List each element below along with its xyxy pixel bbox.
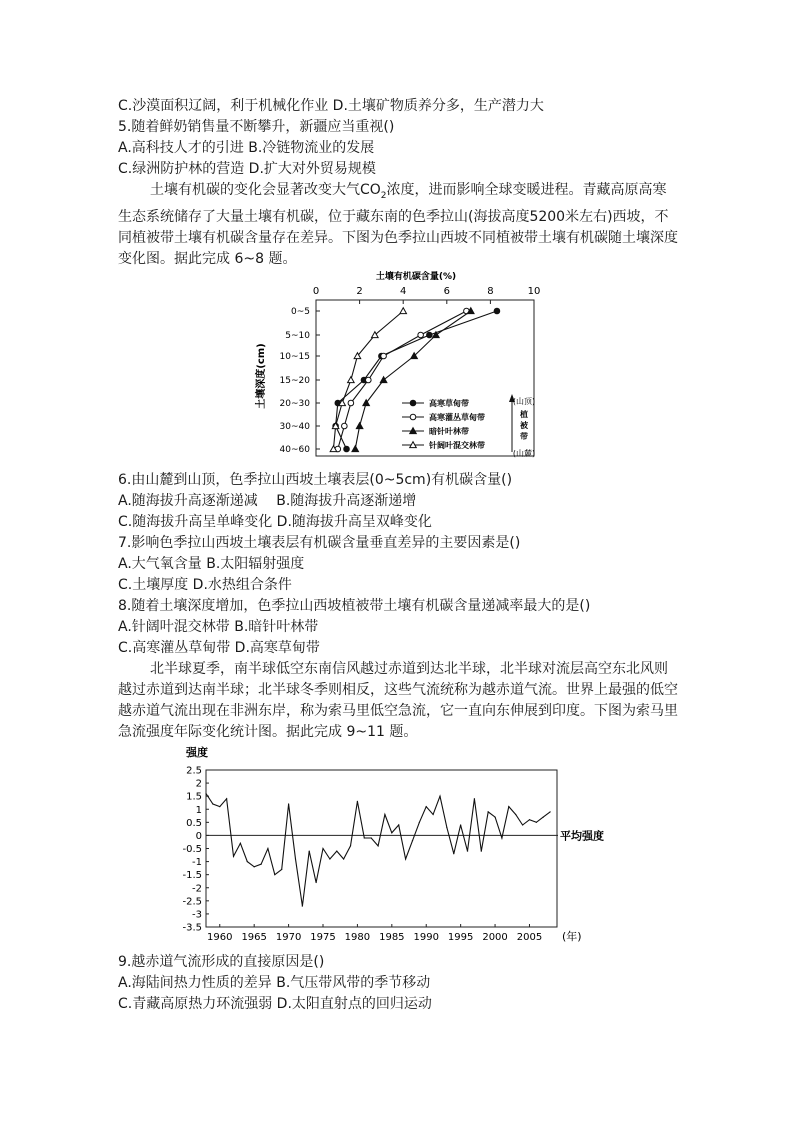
chart2-y-tick-label: 1.5	[186, 791, 202, 803]
chart1-y-tick-label: 20~30	[279, 399, 310, 409]
chart2-data-point	[281, 869, 282, 870]
chart2-y-tick-label: 2	[195, 778, 202, 790]
q7-options-cd: C.土壤厚度 D.水热组合条件	[118, 577, 292, 593]
chart2-data-point	[295, 858, 296, 859]
chart2-y-tick-label: 0.5	[186, 817, 202, 829]
chart1-y-tick-label: 30~40	[279, 422, 310, 432]
soil-carbon-chart	[248, 266, 558, 466]
chart1-data-point	[366, 377, 372, 383]
chart2-data-point	[439, 796, 440, 797]
chart1-x-tick-label: 0	[312, 286, 320, 297]
q6-options-ab: A.随海拔升高逐渐递减 B.随海拔升高逐渐递增	[118, 493, 417, 509]
chart2-data-point	[412, 840, 413, 841]
chart1-y-tick-label: 15~20	[279, 376, 310, 386]
q7-stem: 7.影响色季拉山西坡土壤表层有机碳含量垂直差异的主要因素是()	[118, 535, 521, 551]
chart2-data-point	[508, 806, 509, 807]
side-label-char: 带	[520, 432, 528, 441]
chart1-data-point	[348, 377, 355, 383]
chart2-data-point	[488, 811, 489, 812]
chart2-data-point	[481, 851, 482, 852]
chart2-y-tick-label: 1	[195, 804, 202, 816]
chart2-data-point	[274, 874, 275, 875]
chart1-legend	[400, 391, 515, 452]
chart2-x-tick-label: 1970	[275, 932, 302, 943]
chart2-x-tick-label: 1975	[310, 932, 336, 943]
chart1-title: 土壤有机碳含量(%)	[375, 272, 457, 282]
chart2-data-point	[384, 814, 385, 815]
chart2-data-point	[336, 851, 337, 852]
chart2-y-tick-label: -3	[192, 909, 202, 921]
chart1-y-tick-label: 40~60	[279, 445, 310, 455]
chart1-x-tick-label: 6	[443, 286, 450, 297]
chart1-legend-label: 高寒草甸带	[429, 399, 469, 408]
chart1-y-tick-label: 0~5	[291, 307, 310, 317]
chart2-data-point	[364, 837, 365, 838]
chart2-data-point	[522, 824, 523, 825]
chart1-data-point	[418, 332, 424, 338]
chart2-series	[205, 793, 550, 907]
chart1-y-tick-label: 5~10	[285, 331, 310, 341]
chart2-y-tick-label: -3.5	[182, 922, 202, 934]
chart1-side-label	[513, 396, 535, 458]
q8-stem: 8.随着土壤深度增加，色季拉山西坡植被带土壤有机碳含量递减率最大的是()	[118, 598, 591, 614]
chart2-data-point	[460, 824, 461, 825]
chart2-data-point	[350, 845, 351, 846]
chart2-data-point	[288, 803, 289, 804]
chart1-y-axis-label: 土壤深度(cm)	[256, 343, 267, 409]
chart2-mean-label: 平均强度	[560, 829, 604, 843]
chart1-y-tick-label: 10~15	[279, 352, 310, 362]
chart2-data-point	[543, 817, 544, 818]
chart2-intensity-line	[206, 794, 550, 907]
chart2-data-point	[343, 858, 344, 859]
chart2-data-point	[247, 861, 248, 862]
chart2-x-axis-label: (年)	[562, 930, 582, 943]
chart1-legend-marker	[410, 400, 416, 406]
chart1-x-tick-label: 8	[487, 286, 494, 297]
chart2-x-tick-label: 1960	[207, 932, 233, 943]
chart2-data-point	[254, 866, 255, 867]
chart2-data-point	[426, 806, 427, 807]
chart2-y-axis-label: 强度	[186, 746, 208, 759]
chart1-x-tick-label: 4	[400, 286, 407, 297]
chart2-data-point	[405, 858, 406, 859]
chart2-data-point	[322, 848, 323, 849]
chart2-data-point	[316, 882, 317, 883]
q9-stem: 9.越赤道气流形成的直接原因是()	[118, 954, 325, 970]
chart1-data-point	[433, 332, 440, 338]
chart2-data-point	[391, 832, 392, 833]
q6-options-cd: C.随海拔升高呈单峰变化 D.随海拔升高呈双峰变化	[118, 514, 432, 530]
chart2-data-point	[453, 853, 454, 854]
chart2-x-tick-label: 2000	[482, 932, 508, 943]
q5-options-ab: A.高科技人才的引进 B.冷链物流业的发展	[118, 140, 375, 156]
chart1-data-point	[427, 332, 433, 338]
chart1-data-point	[348, 400, 354, 406]
chart1-data-point	[400, 308, 407, 314]
chart2-data-point	[205, 793, 206, 794]
chart2-data-point	[302, 905, 303, 906]
chart2-y-tick-label: -2	[192, 883, 202, 895]
chart2-data-point	[240, 843, 241, 844]
passage-somali-jet: 北半球夏季，南半球低空东南信风越过赤道到达北半球，北半球对流层高空东北风则越过赤道到达南半球；北半球冬季则相反，这些气流统称为越赤道气流。世界上最强的低空越赤道气流出现在非洲东岸，称为索马里低空急流，它一直向东伸展到印度。下图为索马里急流强度年际变化统计图。据此完成 9~11 题。	[118, 661, 678, 740]
chart1-data-point	[494, 308, 500, 314]
chart2-x-tick-label: 1995	[447, 932, 474, 943]
q5-stem: 5.随着鲜奶销售量不断攀升，新疆应当重视()	[118, 119, 395, 135]
chart2-data-point	[467, 851, 468, 852]
chart2-data-point	[536, 822, 537, 823]
chart2-data-point	[267, 848, 268, 849]
chart2-y-tick-label: 0	[195, 830, 202, 842]
somali-jet-chart	[176, 744, 616, 946]
chart2-data-point	[550, 811, 551, 812]
q5-options-cd: C.绿洲防护林的营造 D.扩大对外贸易规模	[118, 161, 376, 177]
q9-options-ab: A.海陆间热力性质的差异 B.气压带风带的季节移动	[118, 975, 431, 991]
chart2-data-point	[474, 798, 475, 799]
side-label-bottom: (山麓)	[512, 449, 536, 458]
q6-stem: 6.由山麓到山顶，色季拉山西坡土壤表层(0~5cm)有机碳含量()	[118, 472, 513, 488]
chart2-y-tick-label: -2.5	[182, 896, 202, 908]
chart2-x-tick-label: 1965	[241, 932, 267, 943]
chart2-plot-frame	[206, 770, 557, 927]
chart1-data-point	[342, 423, 348, 429]
chart1-data-point	[356, 423, 363, 429]
chart1-legend-label: 暗针叶林带	[429, 427, 469, 436]
chart2-data-point	[212, 803, 213, 804]
chart2-y-tick-label: 2.5	[186, 765, 202, 777]
chart1-x-ticks	[313, 286, 541, 304]
chart2-y-tick-label: -1.5	[182, 870, 202, 882]
chart2-x-tick-label: 2005	[516, 932, 543, 943]
chart1-x-tick-label: 10	[527, 286, 541, 297]
q8-options-cd: C.高寒灌丛草甸带 D.高寒草甸带	[118, 640, 320, 656]
chart2-data-point	[529, 819, 530, 820]
chart1-legend-marker	[410, 414, 416, 420]
side-label-top: (山顶)	[512, 397, 536, 406]
side-label-char: 被	[520, 421, 528, 430]
chart2-x-tick-label: 1980	[344, 932, 371, 943]
q7-options-ab: A.大气氧含量 B.太阳辐射强度	[118, 556, 305, 572]
chart2-data-point	[446, 827, 447, 828]
chart1-data-point	[344, 446, 350, 452]
chart2-data-point	[494, 817, 495, 818]
chart2-data-point	[233, 856, 234, 857]
chart2-x-tick-label: 1990	[413, 932, 439, 943]
chart2-data-point	[260, 864, 261, 865]
chart2-data-point	[329, 858, 330, 859]
chart1-data-point	[352, 446, 359, 452]
side-label-char: 植	[520, 410, 528, 419]
chart1-legend-label: 高寒灌丛草甸带	[429, 413, 485, 422]
chart1-data-point	[381, 353, 387, 359]
chart2-x-tick-label: 1985	[379, 932, 405, 943]
chart2-data-point	[357, 801, 358, 802]
q9-options-cd: C.青藏高原热力环流强弱 D.太阳直射点的回归运动	[118, 996, 432, 1012]
chart2-y-tick-label: -1	[192, 857, 202, 869]
chart2-data-point	[419, 822, 420, 823]
chart2-data-point	[219, 806, 220, 807]
chart2-data-point	[398, 824, 399, 825]
chart1-y-ticks	[280, 307, 320, 455]
chart2-data-point	[377, 845, 378, 846]
chart1-legend-label: 针阔叶混交林带	[429, 441, 485, 450]
q8-options-ab: A.针阔叶混交林带 B.暗针叶林带	[118, 619, 319, 635]
chart2-data-point	[433, 814, 434, 815]
chart2-data-point	[226, 798, 227, 799]
chart2-data-point	[501, 837, 502, 838]
chart2-y-ticks	[182, 766, 209, 934]
chart1-x-tick-label: 2	[356, 286, 363, 297]
chart2-data-point	[515, 814, 516, 815]
q4-options-cd: C.沙漠面积辽阔，利于机械化作业 D.土壤矿物质养分多，生产潜力大	[118, 98, 544, 114]
passage-soil-carbon: 土壤有机碳的变化会显著改变大气$CO_2$浓度，进而影响全球变暖进程。青藏高原高寒生态系统储存了大量土壤有机碳，位于藏东南的色季拉山(海拔高度5200米左右)西坡，不同植被带土壤有机碳含量存在差异。下图为色季拉山西坡不同植被带土壤有机碳随土壤深度变化图。据此完成 6~8 题。	[118, 182, 678, 267]
chart2-data-point	[371, 837, 372, 838]
chart2-data-point	[309, 851, 310, 852]
chart2-y-tick-label: -0.5	[182, 844, 202, 855]
